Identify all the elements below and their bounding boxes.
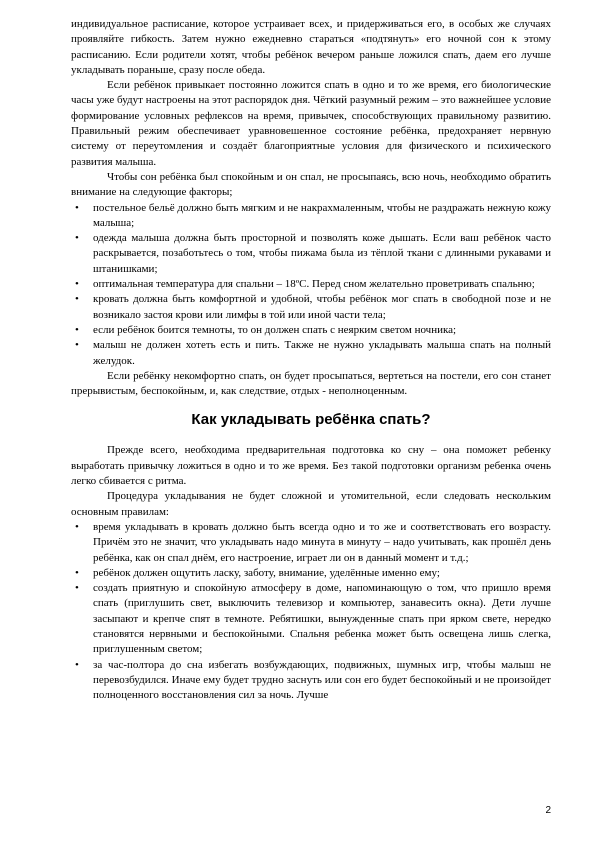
sleep-factors-list	[71, 201, 551, 369]
list-item: • оптимальная температура для спальни – 18ºС. Перед сном желательно проветривать спальню;	[93, 277, 551, 292]
list-item: • создать приятную и спокойную атмосферу в доме, напоминающую о том, что пришло время спать (приглушить свет, выключить телевизор и компьютер, занавесить окна). Дети лучше засыпают и крепче спят в темноте. Ребятишки, вынужденные спать при ярком свете, нередко становятся нервными и беспокойными. Спальня ребенка может быть освещена лишь слегка, приглушенным светом;	[93, 581, 551, 657]
section-heading: Как укладывать ребёнка спать?	[191, 411, 431, 429]
list-item: • одежда малыша должна быть просторной и позволять коже дышать. Если ваш ребёнок часто раскрывается, позаботьтесь о том, чтобы пижама была из тёплой ткани с длинными рукавами и штанишками;	[93, 231, 551, 277]
page-number: 2	[545, 805, 551, 816]
list-item: • малыш не должен хотеть есть и пить. Также не нужно укладывать малыша спать на полный желудок.	[93, 338, 551, 369]
bedtime-rules-list	[71, 520, 551, 704]
paragraph-discomfort: Если ребёнку некомфортно спать, он будет просыпаться, вертеться на постели, его сон станет прерывистым, беспокойным, и, как следствие, отдых - неполноценным.	[71, 369, 551, 398]
paragraph-routine: Если ребёнок привыкает постоянно ложится спать в одно и то же время, его биологические часы уже будут настроены на этот распорядок дня. Чёткий разумный режим – это важнейшее условие формирование условных рефлексов на время, привычек, способствующих правильному развитию. Правильный режим обеспечивает уравновешенное состояние ребёнка, предохраняет нервную систему от переутомления и создаёт благоприятные условия для физического и психического развития малыша.	[71, 79, 551, 168]
list-item: • ребёнок должен ощутить ласку, заботу, внимание, уделённые именно ему;	[93, 566, 551, 581]
paragraph-factors-intro: Чтобы сон ребёнка был спокойным и он спал, не просыпаясь, всю ночь, необходимо обратить внимание на следующие факторы;	[71, 170, 551, 199]
paragraph-preparation: Прежде всего, необходима предварительная подготовка ко сну – она поможет ребенку выработать привычку ложиться в одно и то же время. Без такой подготовки организм ребенка очень легко сбивается с ритма.	[71, 444, 551, 488]
list-item: • за час-полтора до сна избегать возбуждающих, подвижных, шумных игр, чтобы малыш не перевозбудился. Иначе ему будет трудно заснуть или сон его будет беспокойный и не произойдет полноценного восстановления сил за ночь. Лучше	[93, 658, 551, 704]
list-item: • время укладывать в кровать должно быть всегда одно и то же и соответствовать его возрасту. Причём это не значит, что укладывать надо минута в минуту – надо учитывать, как прошёл день ребёнка, как он спал днём, его настроение, играет ли он в данный момент и т.д.;	[93, 520, 551, 566]
list-item: • кровать должна быть комфортной и удобной, чтобы ребёнок мог спать в свободной позе и не возникало застоя крови или лимфы в той или иной части тела;	[93, 292, 551, 323]
paragraph-continued: индивидуальное расписание, которое устраивает всех, и придерживаться его, в особых же случаях проявляйте гибкость. Затем нужно ежедневно стараться «подтянуть» его ночной сон к этому расписанию. Если родители хотят, чтобы ребёнок вечером раньше ложился спать, даем его лучше укладывать пораньше, сразу после обеда.	[71, 18, 551, 76]
paragraph-rules-intro: Процедура укладывания не будет сложной и утомительной, если следовать нескольким основным правилам:	[71, 490, 551, 518]
list-item: • если ребёнок боится темноты, то он должен спать с неярким светом ночника;	[93, 323, 551, 338]
list-item: • постельное бельё должно быть мягким и не накрахмаленным, чтобы не раздражать нежную кожу малыша;	[93, 201, 551, 232]
